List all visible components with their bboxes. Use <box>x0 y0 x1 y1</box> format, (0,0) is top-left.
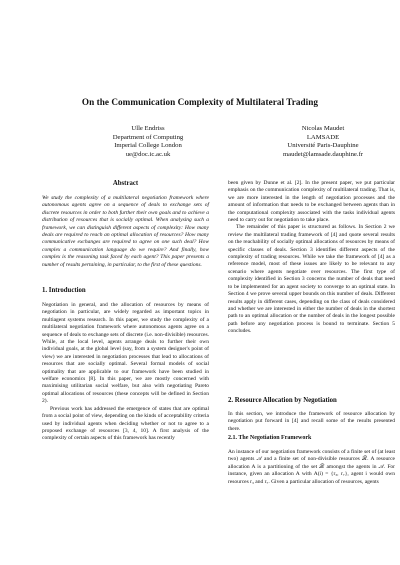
abstract-heading: Abstract <box>112 180 139 187</box>
author-email: ue@doc.ic.ac.uk <box>125 151 171 159</box>
section-heading-resource-allocation: 2. Resource Allocation by Negotiation <box>228 397 337 404</box>
right-column-intro-body <box>228 180 395 336</box>
paragraph: In this section, we introduce the framework of resource allocation by negotiation put forward in [4] and recall some of the results presented there. <box>228 411 395 432</box>
author-block-maudet <box>260 125 386 160</box>
author-email: maudet@lamsade.dauphine.fr <box>282 151 364 159</box>
author-block-endriss <box>88 125 208 160</box>
paragraph: An instance of our negotiation framework consists of a finite set of (at least two) agents 𝒜 and a finite set of non-divisible resources ℛ. A resource allocation A is a partitioning of the set ℛ amongst the agents in 𝒜. For instance, given an allocation A with A(i) = {r₃, r₇}, agent i would own resources r₃ and r₇. Given a particular allocation of resources, agents <box>228 449 395 485</box>
subsection21-body <box>228 449 395 486</box>
author-affiliation: LAMSADE <box>306 133 340 141</box>
introduction-body <box>42 302 209 443</box>
author-affiliation: Université Paris-Dauphine <box>287 142 359 150</box>
author-affiliation: Imperial College London <box>114 142 182 150</box>
paragraph: Previous work has addressed the emergence of states that are optimal from a social point of view, depending on the kinds of acceptability criteria used by individual agents when deciding whether or not to agree to a proposed exchange of resources [3, 4, 10]. A first analysis of the complexity of certain aspects of this framework has recently <box>42 405 209 442</box>
author-affiliation: Department of Computing <box>112 133 184 141</box>
paragraph: The remainder of this paper is structured as follows. In Section 2 we review the multilateral trading framework of [4] and quote several results on the reachability of socially optimal allocations of resources by means of specific classes of deals. Section 3 identifies different aspects of the complexity of trading resources. While we take the framework of [4] as a reference model, most of these issues are likely to be relevant to any scenario where agents negotiate over resources. The first type of complexity identified in Section 3 concerns the number of deals that need to be implemented for an agent society to converge to an optimal state. In Section 4 we prove several upper bounds on this number of deals. Different results apply in different cases, depending on the class of deals considered and whether we are interested in either the number of deals in the shortest path to an optimal allocation or the number of deals in the longest possible path before any negotiation process is bound to terminate. Section 5 concludes. <box>228 224 395 335</box>
author-name: Nicolas Maudet <box>301 125 345 132</box>
section2-intro-body <box>228 411 395 433</box>
paper-title: On the Communication Complexity of Multilateral Trading <box>81 97 319 107</box>
subsection-heading-negotiation-framework: 2.1. The Negotiation Framework <box>228 435 312 441</box>
section-heading-introduction: 1. Introduction <box>42 287 86 294</box>
paragraph: been given by Dunne et al. [2]. In the present paper, we put particular emphasis on the communication complexity of multilateral trading. That is, we are more interested in the length of negotiation processes and the amount of information that needs to be exchanged between agents than in the computational complexity associated with the tasks individual agents need to carry out for negotiation to take place. <box>228 180 395 224</box>
abstract-text: We study the complexity of a multilateral negotiation framework where autonomous agents agree on a sequence of deals to exchange sets of discrete resources in order to both further their own goals and to achieve a distribution of resources that is socially optimal. When analysing such a framework, we can distinguish different aspects of complexity: How many deals are required to reach an optimal allocation of resources? How many communicative exchanges are required to agree on one such deal? How complex a communication language do we require? And finally, how complex is the reasoning task faced by each agent? This paper presents a number of results pertaining, in particular, to the first of these questions. <box>42 195 209 268</box>
author-name: Ulle Endriss <box>131 125 165 132</box>
paragraph: Negotiation in general, and the allocation of resources by means of negotiation in particular, are widely regarded as important topics in multiagent systems research. In this paper, we study the complexity of a multilateral negotiation framework where autonomous agents agree on a sequence of deals to exchange sets of discrete (i.e. non-divisible) resources. While, at the local level, agents arrange deals to further their own individual goals, at the global level (say, from a system designer's point of view) we are interested in negotiation processes that lead to allocations of resources that are socially optimal. Several formal models of social optimality that are applicable to our framework have been studied in welfare economics [8]. In this paper, we are mostly concerned with maximising utilitarian social welfare, but also with negotiating Pareto optimal allocations of resources (these concepts will be defined in Section 2). <box>42 302 209 405</box>
